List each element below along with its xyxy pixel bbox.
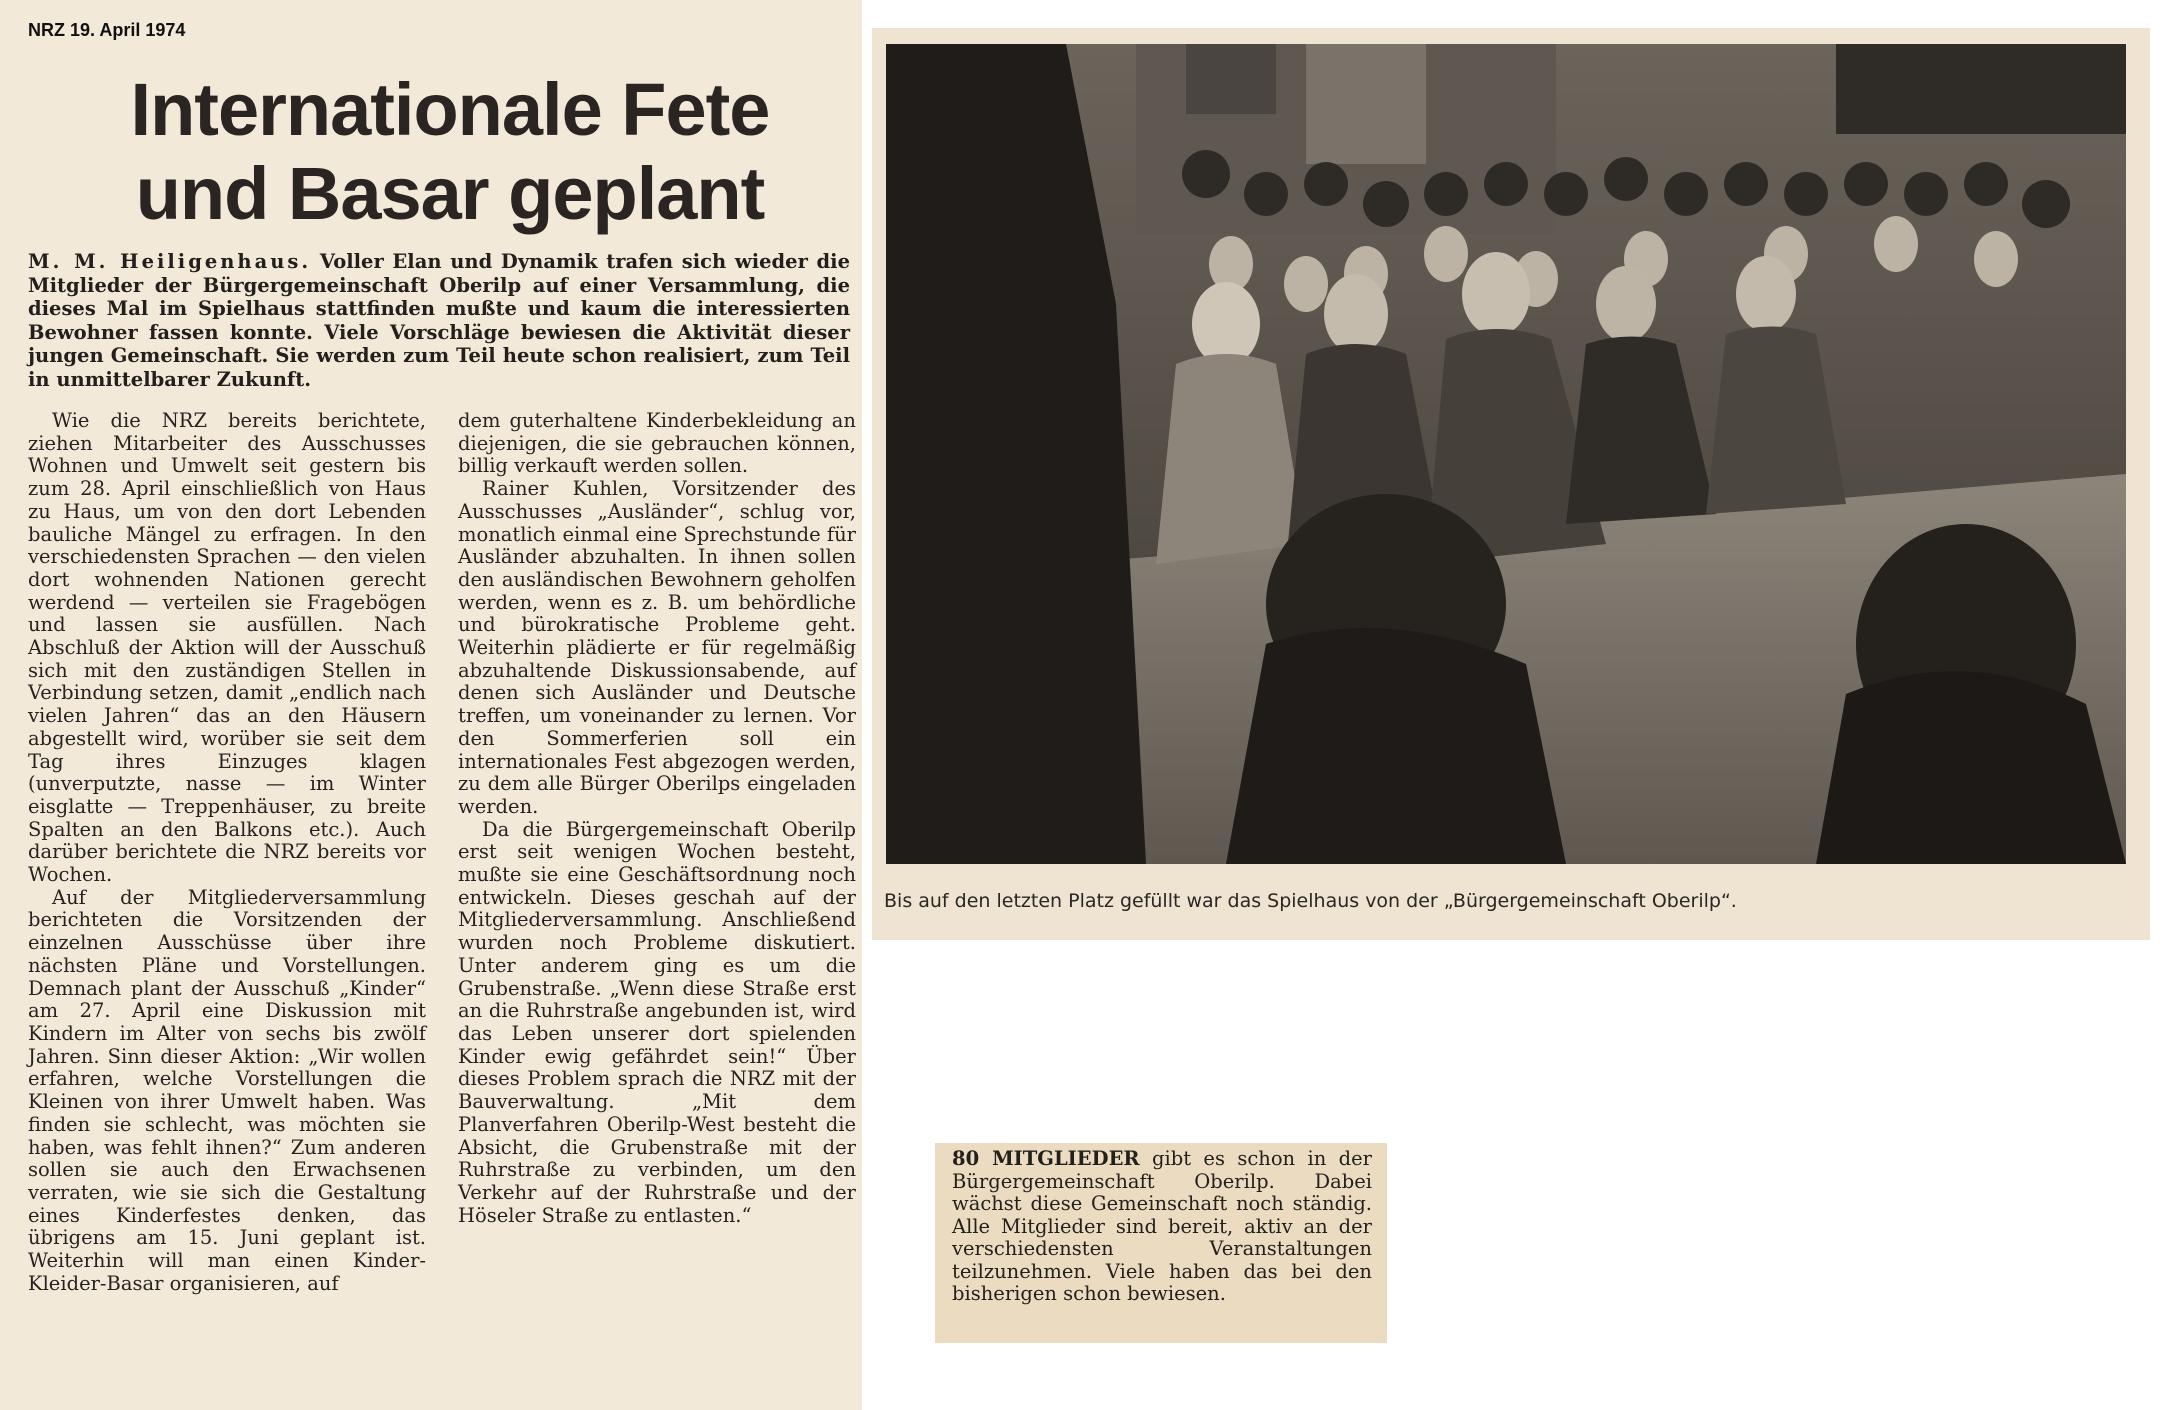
paragraph: dem guterhaltene Kinderbekleidung an diejenigen, die sie gebrauchen können, billig verkauft werden sollen. (458, 409, 856, 478)
paragraph: Da die Bürgergemeinschaft Oberilp erst seit wenigen Wochen besteht, mußte sie eine Geschäftsordnung noch entwickeln. Dieses geschah auf der Mitgliederversammlung. Anschließend wurden noch Probleme diskutiert. Unter anderem ging es um die Grubenstraße. „Wenn diese Straße erst an die Ruhrstraße angebunden ist, wird das Leben unserer dort spielenden Kinder ewig gefährdet sein!“ Über dieses Problem sprach die NRZ mit der Bauverwaltung. „Mit dem Planverfahren Oberilp-West besteht die Absicht, die Grubenstraße mit der Ruhrstraße zu verbinden, um den Verkehr auf der Ruhrstraße und der Höseler Straße zu entlasten.“ (458, 817, 856, 1227)
meeting-photo (886, 44, 2126, 864)
lead-dateline: M. M. Heiligenhaus. (28, 250, 312, 273)
headline-line-2: und Basar geplant (135, 152, 765, 235)
note-lead: 80 MITGLIEDER (952, 1147, 1140, 1170)
article-column-2 (458, 410, 856, 1227)
paragraph: Wie die NRZ bereits berichtete, ziehen Mitarbeiter des Ausschusses Wohnen und Umwelt seit gestern bis zum 28. April einschließlich von Haus zu Haus, um von den dort Lebenden bauliche Mängel zu erfragen. In den verschiedensten Sprachen — den vielen dort wohnenden Nationen gerecht werdend — verteilen sie Fragebögen und lassen sie ausfüllen. Nach Abschluß der Aktion will der Ausschuß sich mit den zuständigen Stellen in Verbindung setzen, damit „endlich nach vielen Jahren“ das an den Häusern abgestellt wird, worüber sie seit dem Tag ihres Einzuges klagen (unverputzte, nasse — im Winter eisglatte — Treppenhäuser, zu breite Spalten an den Balkons etc.). Auch darüber berichtete die NRZ bereits vor Wochen. (28, 409, 426, 887)
lead-paragraph (28, 250, 850, 391)
note-box (952, 1148, 1372, 1306)
photo-caption: Bis auf den letzten Platz gefüllt war das Spielhaus von der „Bürgergemeinschaft Oberilp“. (884, 890, 1737, 912)
headline-line-1: Internationale Fete (130, 68, 770, 151)
paragraph: Rainer Kuhlen, Vorsitzender des Ausschusses „Ausländer“, schlug vor, monatlich einmal eine Sprechstunde für Ausländer abzuhalten. In ihnen sollen den ausländischen Bewohnern geholfen werden, wenn es z. B. um behördliche und bürokratische Probleme geht. Weiterhin plädierte er für regelmäßig abzuhaltende Diskussionsabende, auf denen sich Ausländer und Deutsche treffen, um voneinander zu lernen. Vor den Sommerferien soll ein internationales Fest abgezogen werden, zu dem alle Bürger Oberilps eingeladen werden. (458, 477, 856, 818)
article-column-1 (28, 410, 426, 1295)
source-label: NRZ 19. April 1974 (28, 20, 186, 40)
headline (60, 68, 840, 236)
meeting-photo-image (886, 44, 2126, 864)
lead-text: Voller Elan und Dynamik trafen sich wieder die Mitglieder der Bürgergemeinschaft Oberilp auf einer Versammlung, die dieses Mal im Spielhaus stattfinden mußte und kaum die interessierten Bewohner fassen konnte. Viele Vorschläge bewiesen die Aktivität dieser jungen Gemeinschaft. Sie werden zum Teil heute schon realisiert, zum Teil in unmittelbarer Zukunft. (28, 250, 850, 391)
note-text: gibt es schon in der Bürgergemeinschaft Oberilp. Dabei wächst diese Gemeinschaft noch ständig. Alle Mitglieder sind bereit, aktiv an der verschiedensten Veranstaltungen teilzunehmen. Viele haben das bei den bisherigen schon bewiesen. (952, 1147, 1372, 1305)
paragraph: Auf der Mitgliederversammlung berichteten die Vorsitzenden der einzelnen Ausschüsse über ihre nächsten Pläne und Vorstellungen. Demnach plant der Ausschuß „Kinder“ am 27. April eine Diskussion mit Kindern im Alter von sechs bis zwölf Jahren. Sinn dieser Aktion: „Wir wollen erfahren, welche Vorstellungen die Kleinen von ihrer Umwelt haben. Was finden sie schlecht, was möchten sie haben, was fehlt ihnen?“ Zum anderen sollen sie auch den Erwachsenen verraten, wie sie sich die Gestaltung eines Kinderfestes denken, das übrigens am 15. Juni geplant ist. Weiterhin will man einen Kinder-Kleider-Basar organisieren, auf (28, 885, 426, 1295)
